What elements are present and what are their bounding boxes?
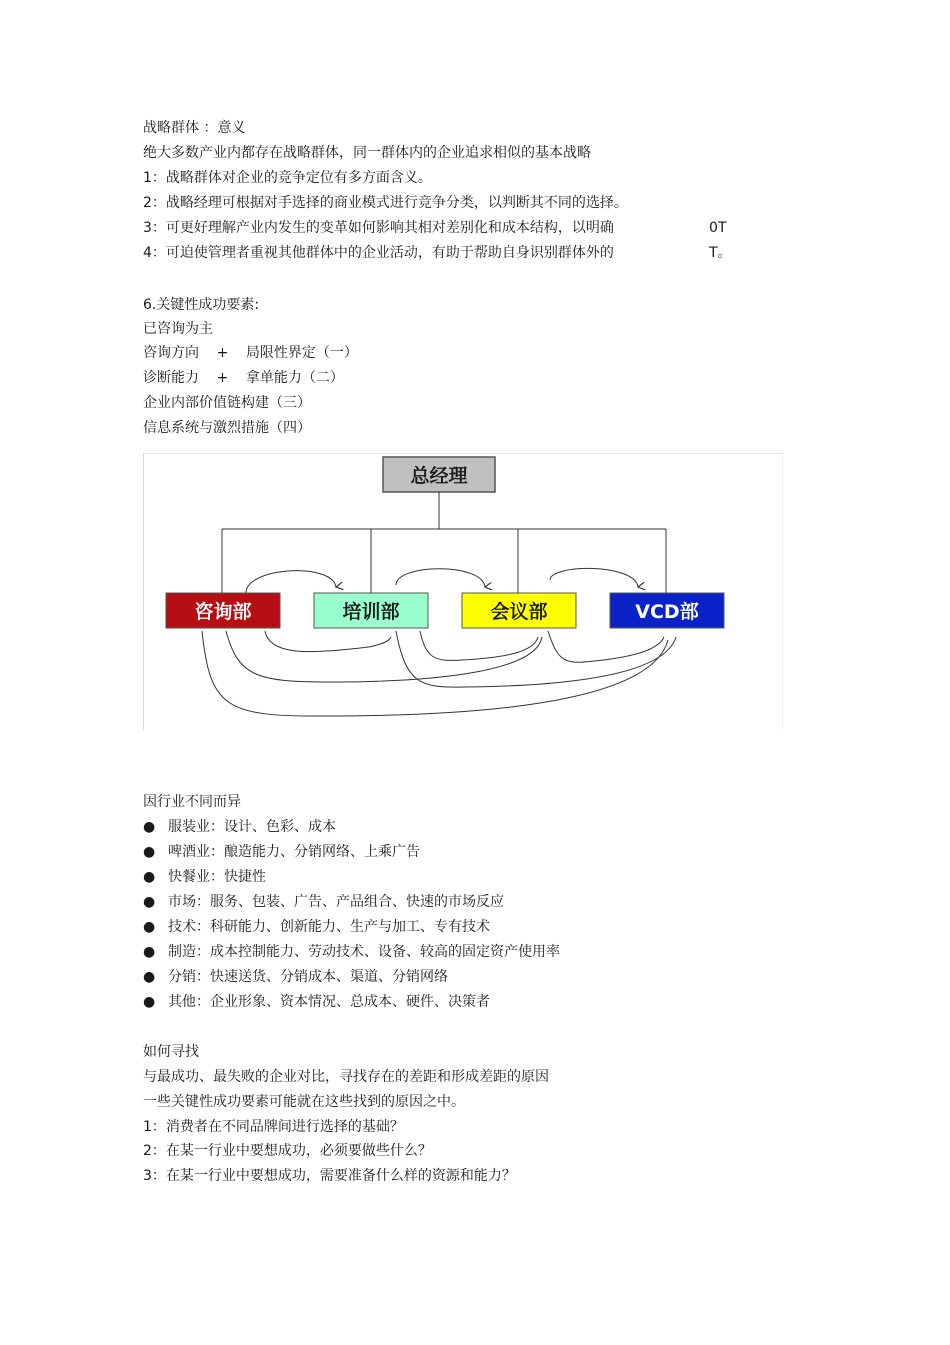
paragraph: 信息系统与激烈措施（四） [143,420,311,436]
bullet-item [143,843,420,861]
bullet-item [143,893,504,911]
bullet-text: 快餐业：快捷性 [168,869,266,885]
bullet-item [143,943,560,961]
bullet-icon: ● [143,844,156,860]
bullet-item [143,918,490,936]
section-title-industry: 因行业不同而异 [143,794,241,810]
bullet-item [143,968,448,986]
section-title-how-to-find: 如何寻找 [143,1044,199,1060]
dept-label-consulting: 咨询部 [194,601,252,623]
bullet-text: 制造：成本控制能力、劳动技术、设备、较高的固定资产使用率 [168,944,560,960]
dept-label-vcd: VCD部 [635,601,699,623]
bullet-text: 啤酒业：酿造能力、分销网络、上乘广告 [168,844,420,860]
factor-row [143,369,344,387]
bullet-icon: ● [143,969,156,985]
list-item: 2：在某一行业中要想成功，必须要做些什么？ [143,1143,432,1159]
factor-left: 咨询方向 [143,345,199,361]
org-connectors [222,492,666,593]
factor-right: 局限性界定（一） [245,345,358,361]
org-chart [143,453,783,730]
paragraph: 与最成功、最失败的企业对比，寻找存在的差距和形成差距的原因 [143,1069,549,1085]
dept-label-training: 培训部 [342,601,400,623]
list-item: 2：战略经理可根据对手选择的商业模式进行竞争分类，以判断其不同的选择。 [143,195,628,211]
factor-right: 拿单能力（二） [245,370,344,386]
bullet-icon: ● [143,819,156,835]
section-title-key-success-factors: 6.关键性成功要素: [143,297,260,313]
list-item: 1：战略群体对企业的竞争定位有多方面含义。 [143,170,432,186]
plus-sign: + [216,370,229,386]
bullet-text: 技术：科研能力、创新能力、生产与加工、专有技术 [168,919,490,935]
bullet-icon: ● [143,869,156,885]
list-item: 4：可迫使管理者重视其他群体中的企业活动，有助于帮助自身识别群体外的 [143,245,614,261]
bullet-icon: ● [143,994,156,1010]
line-tail-text: 0T [709,220,727,236]
paragraph: 已咨询为主 [143,321,213,337]
lower-arrows [202,631,676,716]
general-manager-label: 总经理 [410,465,468,487]
section-title-strategic-group: 战略群体 ：意义 [143,120,246,136]
paragraph: 企业内部价值链构建（三） [143,395,311,411]
org-chart-svg [144,454,782,730]
plus-sign: + [216,345,229,361]
bullet-text: 分销：快速送货、分销成本、渠道、分销网络 [168,969,448,985]
bullet-text: 其他：企业形象、资本情况、总成本、硬件、决策者 [168,994,490,1010]
bullet-icon: ● [143,919,156,935]
dept-label-conference: 会议部 [490,601,548,623]
bullet-item [143,868,266,886]
paragraph: 绝大多数产业内都存在战略群体，同一群体内的企业追求相似的基本战略 [143,145,591,161]
factor-left: 诊断能力 [143,370,199,386]
line-tail-text: T。 [709,245,732,261]
bullet-icon: ● [143,944,156,960]
bullet-item [143,818,336,836]
factor-row [143,344,358,362]
bullet-text: 市场：服务、包装、广告、产品组合、快速的市场反应 [168,894,504,910]
bullet-icon: ● [143,894,156,910]
paragraph: 一些关键性成功要素可能就在这些找到的原因之中。 [143,1094,465,1110]
bullet-text: 服装业：设计、色彩、成本 [168,819,336,835]
list-item: 3：在某一行业中要想成功，需要准备什么样的资源和能力？ [143,1168,516,1184]
list-item: 1：消费者在不同品牌间进行选择的基础？ [143,1119,404,1135]
bullet-item [143,993,490,1011]
list-item: 3：可更好理解产业内发生的变革如何影响其相对差别化和成本结构，以明确 [143,220,614,236]
upper-arrows [246,568,638,593]
